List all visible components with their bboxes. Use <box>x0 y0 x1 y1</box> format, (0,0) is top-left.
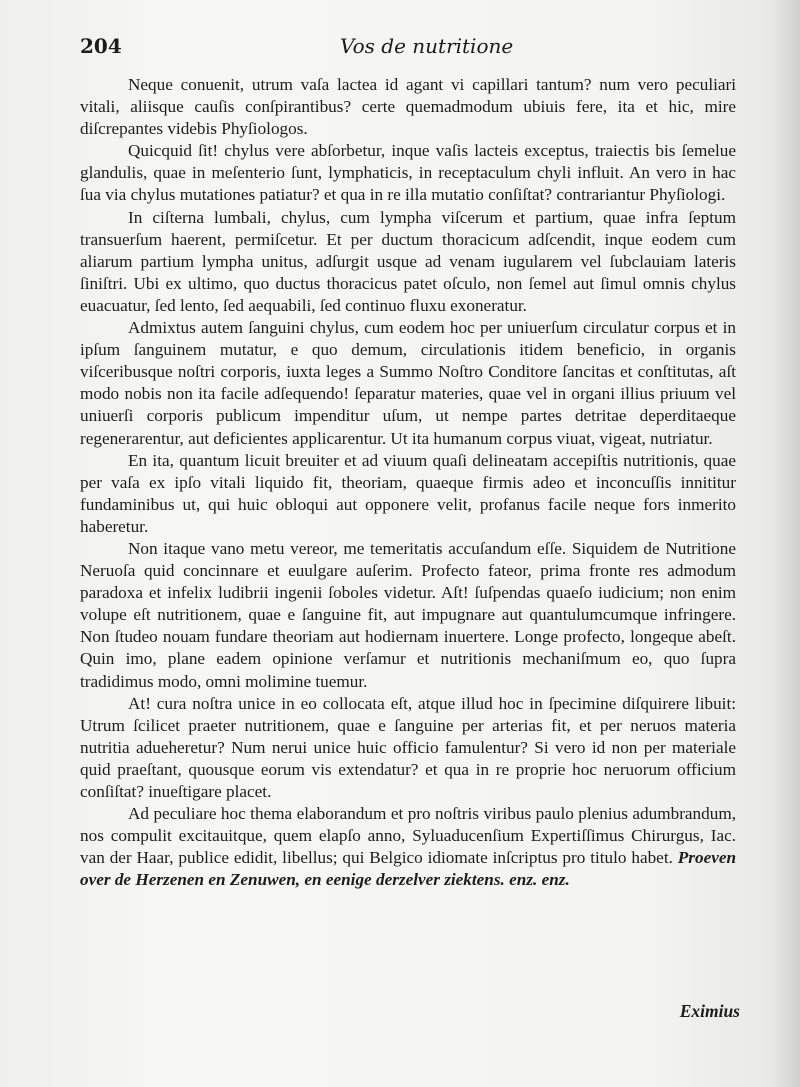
paragraph-8 <box>80 803 736 891</box>
paragraph-8-text: Ad peculiare hoc thema elaborandum et pro noſtris viribus paulo plenius adumbrandum, nos compulit excitauitque, quem elapſo anno, Syluaducenſium Expertiſſimus Chirurgus, Iac. van der Haar, publice edidit, libellus; qui Belgico idiomate inſcriptus pro titulo habet. <box>80 804 736 868</box>
paragraph-2: Quicquid ſit! chylus vere abſorbetur, inque vaſis lacteis exceptus, traiectis bis ſemelue glandulis, quae in meſenterio ſunt, lymphaticis, in receptaculum chyli influit. An vero in hac ſua via chylus mutationes patiatur? et qua in re illa mutatio conſiſtat? contrariantur Phyſiologi. <box>80 141 736 205</box>
body-text <box>80 74 736 891</box>
page-header <box>80 34 740 60</box>
paragraph-3: In ciſterna lumbali, chylus, cum lympha viſcerum et partium, quae infra ſeptum transuerſum haerent, permiſcetur. Et per ductum thoracicum adſcendit, inque eodem cum aliarum partium lympha unitus, adſurgit usque ad venam iugularem vel ſubclauiam lateris ſiniſtri. Ubi ex ultimo, quo ductus thoracicus patet oſculo, non ſemel aut ſimul omnis chylus euacuatur, ſed lento, ſed aequabili, ſed continuo fluxu exoneratur. <box>80 207 736 315</box>
book-title-citation: Proeven over de Herzenen en Zenuwen, en eenige derzelver ziektens. enz. enz. <box>80 848 737 890</box>
page-edge-shadow <box>772 0 800 1087</box>
paragraph-6: Non itaque vano metu vereor, me temeritatis accuſandum eſſe. Siquidem de Nutritione Neruoſa quid concinnare et euulgare auſerim. Profecto fateor, prima fronte res admodum paradoxa et infelix ludibrii ingenii ſoboles videtur. Aſt! ſuſpendas quaeſo iudicium; non enim volupe eſt nutritionem, quae e ſanguine fit, aut impugnare aut quantulumcumque infringere. Non ſtudeo nouam fundare theoriam aut hodiernam inuertere. Longe profecto, longeque abeſt. Quin imo, plane eadem opinione verſamur et nutritionis mechaniſmum eo, quo ſupra tradidimus modo, omni molimine tuemur. <box>80 538 736 691</box>
paragraph-7: At! cura noſtra unice in eo collocata eſt, atque illud hoc in ſpecimine diſquirere libuit: Utrum ſcilicet praeter nutritionem, quae e ſanguine per arterias fit, et per neruos materia nutritia adueheretur? Num nerui unice huic officio famulentur? Si vero id non per materiale quid praeſtant, quousque eorum vis extendatur? et qua in re proprie hoc neruorum officium conſiſtat? inueſtigare placet. <box>80 693 736 801</box>
paragraph-5: En ita, quantum licuit breuiter et ad viuum quaſi delineatam accepiſtis nutritionis, quae per vaſa ex ipſo vitali liquido fit, theoriam, quaeque firmis adeo et inconcuſſis innititur fundaminibus ut, qui huic obloqui aut opponere velit, profanus facile neque fors inmerito haberetur. <box>80 450 736 536</box>
running-title: Vos de nutritione <box>340 34 514 58</box>
page-number: 204 <box>80 34 122 58</box>
paragraph-4: Admixtus autem ſanguini chylus, cum eodem hoc per uniuerſum circulatur corpus et in ipſum ſanguinem mutatur, e quo demum, circulationis itidem beneficio, in organis viſceribusque noſtri corporis, iuxta leges a Summo Noſtro Conditore ſancitas et conſtitutas, aſt modo nobis non ita facile adſequendo! ſeparatur materies, quae vel in organi illius priuum vel uniuerſi corporis publicum impenditur uſum, ut nempe partes detritae deperditaeque regenerarentur, aut deficientes applicarentur. Ut ita humanum corpus viuat, vigeat, nutriatur. <box>80 318 736 448</box>
paragraph-1: Neque conuenit, utrum vaſa lactea id agant vi capillari tantum? num vero peculiari vitali, aliisque cauſis conſpirantibus? certe quemadmodum ubiuis fere, ita et hic, mire diſcrepantes videbis Phyſiologos. <box>80 75 736 139</box>
catchword: Eximius <box>679 1001 740 1021</box>
